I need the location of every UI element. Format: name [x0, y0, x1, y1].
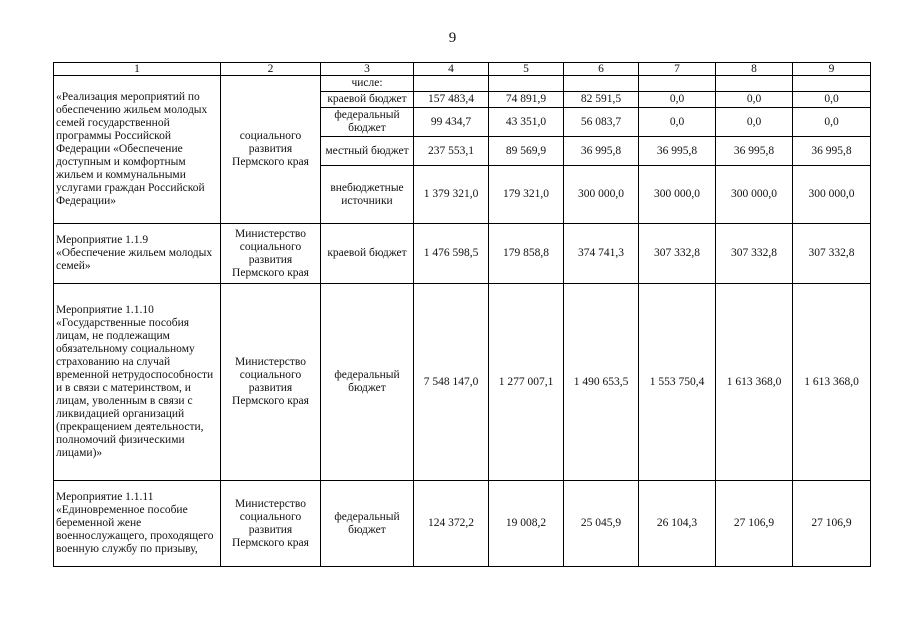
- table-row: [54, 284, 871, 481]
- source-cell: внебюджетные источники: [321, 166, 414, 224]
- source-cell: федеральный бюджет: [321, 481, 414, 567]
- value-cell: 0,0: [639, 108, 716, 137]
- value-cell: 82 591,5: [564, 92, 639, 108]
- value-cell: 43 351,0: [489, 108, 564, 137]
- value-cell: 1 553 750,4: [639, 284, 716, 481]
- value-cell: 0,0: [716, 108, 793, 137]
- value-cell: 7 548 147,0: [414, 284, 489, 481]
- value-cell: [639, 76, 716, 92]
- source-cell: местный бюджет: [321, 137, 414, 166]
- header-cell: 4: [414, 63, 489, 76]
- value-cell: 1 613 368,0: [716, 284, 793, 481]
- page-number: 9: [448, 30, 457, 46]
- value-cell: 157 483,4: [414, 92, 489, 108]
- value-cell: 99 434,7: [414, 108, 489, 137]
- value-cell: 74 891,9: [489, 92, 564, 108]
- value-cell: [716, 76, 793, 92]
- value-cell: [793, 76, 871, 92]
- header-cell: 8: [716, 63, 793, 76]
- value-cell: 27 106,9: [716, 481, 793, 567]
- value-cell: 1 490 653,5: [564, 284, 639, 481]
- value-cell: 1 277 007,1: [489, 284, 564, 481]
- header-cell: 2: [221, 63, 321, 76]
- value-cell: [414, 76, 489, 92]
- header-row: [54, 63, 871, 76]
- value-cell: 1 613 368,0: [793, 284, 871, 481]
- value-cell: 36 995,8: [716, 137, 793, 166]
- description-cell: Мероприятие 1.1.9 «Обеспечение жильем молодых семей»: [54, 224, 221, 284]
- table-row: [54, 224, 871, 284]
- value-cell: 27 106,9: [793, 481, 871, 567]
- value-cell: 1 476 598,5: [414, 224, 489, 284]
- responsible-cell: социального развития Пермского края: [221, 76, 321, 224]
- description-cell: «Реализация мероприятий по обеспечению жильем молодых семей государственной программы Российской Федерации «Обеспечение доступным и комфортным жильем и коммунальными услугами граждан Российской Федерации»: [54, 76, 221, 224]
- header-cell: 9: [793, 63, 871, 76]
- value-cell: 307 332,8: [639, 224, 716, 284]
- value-cell: 0,0: [716, 92, 793, 108]
- value-cell: 124 372,2: [414, 481, 489, 567]
- value-cell: 0,0: [793, 92, 871, 108]
- value-cell: 36 995,8: [564, 137, 639, 166]
- value-cell: [489, 76, 564, 92]
- responsible-cell: Министерство социального развития Пермского края: [221, 481, 321, 567]
- source-cell: краевой бюджет: [321, 92, 414, 108]
- table-row: [54, 76, 871, 92]
- table-row: [54, 481, 871, 567]
- value-cell: 300 000,0: [564, 166, 639, 224]
- header-cell: 5: [489, 63, 564, 76]
- value-cell: 179 858,8: [489, 224, 564, 284]
- value-cell: 1 379 321,0: [414, 166, 489, 224]
- header-cell: 1: [54, 63, 221, 76]
- source-cell: числе:: [321, 76, 414, 92]
- value-cell: 36 995,8: [793, 137, 871, 166]
- value-cell: 26 104,3: [639, 481, 716, 567]
- header-cell: 6: [564, 63, 639, 76]
- value-cell: 179 321,0: [489, 166, 564, 224]
- budget-table: [53, 62, 871, 567]
- value-cell: 19 008,2: [489, 481, 564, 567]
- value-cell: 300 000,0: [716, 166, 793, 224]
- value-cell: 0,0: [639, 92, 716, 108]
- value-cell: 307 332,8: [793, 224, 871, 284]
- description-cell: Мероприятие 1.1.11 «Единовременное пособие беременной жене военнослужащего, проходящего военную службу по призыву,: [54, 481, 221, 567]
- value-cell: 307 332,8: [716, 224, 793, 284]
- responsible-cell: Министерство социального развития Пермского края: [221, 284, 321, 481]
- value-cell: 0,0: [793, 108, 871, 137]
- responsible-cell: Министерство социального развития Пермского края: [221, 224, 321, 284]
- value-cell: 300 000,0: [793, 166, 871, 224]
- value-cell: 300 000,0: [639, 166, 716, 224]
- value-cell: 89 569,9: [489, 137, 564, 166]
- value-cell: 237 553,1: [414, 137, 489, 166]
- value-cell: 25 045,9: [564, 481, 639, 567]
- value-cell: 36 995,8: [639, 137, 716, 166]
- source-cell: краевой бюджет: [321, 224, 414, 284]
- value-cell: [564, 76, 639, 92]
- value-cell: 374 741,3: [564, 224, 639, 284]
- header-cell: 3: [321, 63, 414, 76]
- value-cell: 56 083,7: [564, 108, 639, 137]
- description-cell: Мероприятие 1.1.10 «Государственные пособия лицам, не подлежащим обязательному социальному страхованию на случай временной нетрудоспособности и в связи с материнством, и лицам, уволенным в связи с ликвидацией организаций (прекращением деятельности, полномочий физическими лицами)»: [54, 284, 221, 481]
- source-cell: федеральный бюджет: [321, 108, 414, 137]
- source-cell: федеральный бюджет: [321, 284, 414, 481]
- header-cell: 7: [639, 63, 716, 76]
